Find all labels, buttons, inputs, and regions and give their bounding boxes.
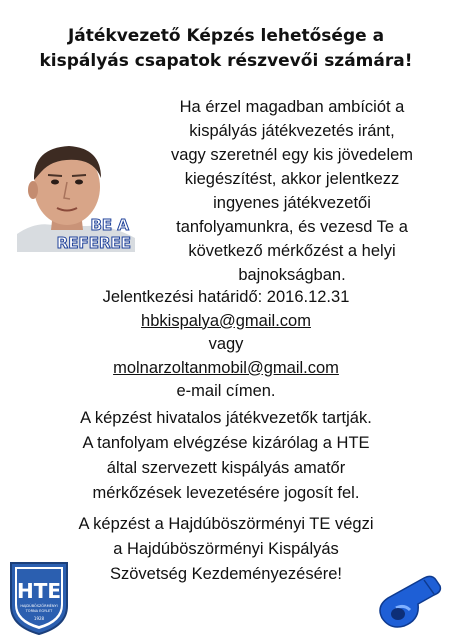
organizer-line: a Hajdúböszörményi Kispályás: [113, 540, 339, 558]
intro-line: kiegészítést, akkor jelentkezz: [184, 170, 400, 188]
or-text: vagy: [208, 335, 244, 353]
photo-caption-line-1: BE A: [90, 216, 129, 234]
organizer-line: A képzést a Hajdúböszörményi TE végzi: [78, 515, 374, 533]
intro-line: tanfolyamunkra, és vezesd Te a: [176, 218, 408, 236]
intro-line: vagy szeretnél egy kis jövedelem: [170, 146, 414, 164]
intro-paragraph: [134, 95, 450, 287]
logo-subtext-1: HAJDÚBÖSZÖRMÉNYI: [20, 604, 58, 608]
intro-line: Ha érzel magadban ambíciót a: [179, 98, 405, 116]
intro-line: ingyenes játékvezetői: [213, 194, 371, 212]
intro-line: következő mérkőzést a helyi: [188, 242, 396, 260]
info-line: A tanfolyam elvégzése kizárólag a HTE: [82, 434, 370, 452]
intro-line: kispályás játékvezetés iránt,: [189, 122, 395, 140]
logo-subtext-2: TORNA EGYLET: [25, 609, 53, 613]
referee-photo: [17, 142, 135, 252]
deadline-text: Jelentkezési határidő: 2016.12.31: [102, 288, 350, 306]
email-link-2[interactable]: molnarzoltanmobil@gmail.com: [113, 358, 339, 377]
title-line-1: Játékvezető Képzés lehetősége a: [67, 26, 385, 46]
info-line: A képzést hivatalos játékvezetők tartják.: [80, 409, 372, 427]
page-title: [0, 24, 452, 74]
email-suffix-text: e-mail címen.: [176, 382, 276, 400]
organizer-line: Szövetség Kezdeményezésére!: [109, 565, 343, 583]
logo-text: HTE: [16, 579, 62, 603]
logo-year: 1928: [33, 616, 45, 621]
photo-caption-line-2: REFEREE: [56, 234, 131, 252]
whistle-icon: [374, 568, 444, 630]
hte-logo: [8, 560, 70, 636]
intro-line: bajnokságban.: [238, 266, 346, 284]
email-link-1[interactable]: hbkispalya@gmail.com: [141, 311, 311, 330]
info-line: mérkőzések levezetésére jogosít fel.: [92, 484, 360, 502]
contact-section: [0, 286, 452, 404]
info-line: által szervezett kispályás amatőr: [106, 459, 346, 477]
info-paragraph: [0, 406, 452, 506]
title-line-2: kispályás csapatok részvevői számára!: [39, 51, 413, 71]
